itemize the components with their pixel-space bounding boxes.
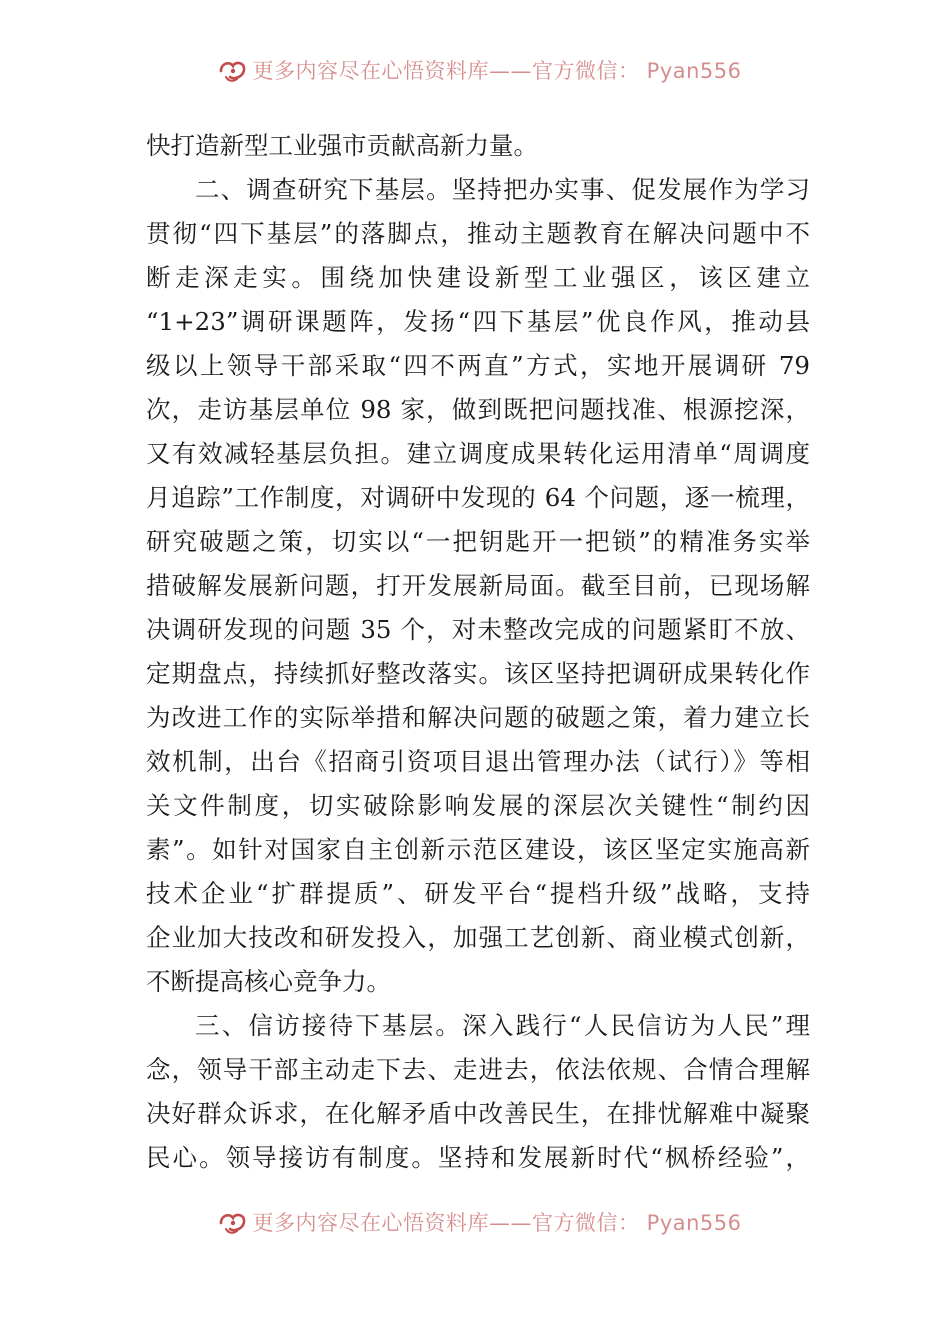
text-line: 贯彻“四下基层”的落脚点，推动主题教育在解决问题中不 — [146, 219, 810, 248]
text-line: 二、调查研究下基层。坚持把办实事、促发展作为学习 — [195, 175, 810, 204]
text-line: 研究破题之策，切实以“一把钥匙开一把锁”的精准务实举 — [146, 527, 810, 556]
text-line: 快打造新型工业强市贡献高新力量。 — [146, 131, 538, 160]
text-line: 月追踪”工作制度，对调研中发现的 64 个问题，逐一梳理， — [146, 483, 810, 512]
text-line: 又有效减轻基层负担。建立调度成果转化运用清单“周调度 — [146, 439, 810, 468]
text-line: 素”。如针对国家自主创新示范区建设，该区坚定实施高新 — [146, 835, 810, 864]
text-line: 次，走访基层单位 98 家，做到既把问题找准、根源挖深， — [146, 395, 810, 424]
text-line: 决调研发现的问题 35 个，对未整改完成的问题紧盯不放、 — [146, 615, 810, 644]
header-watermark-text: 更多内容尽在心悟资料库——官方微信： Pyan556 — [252, 59, 742, 83]
text-line: 决好群众诉求，在化解矛盾中改善民生，在排忧解难中凝聚 — [146, 1099, 810, 1128]
text-line: 念，领导干部主动走下去、走进去，依法依规、合情合理解 — [146, 1055, 810, 1084]
text-line: 效机制，出台《招商引资项目退出管理办法（试行）》等相 — [146, 747, 810, 776]
text-line: 民心。领导接访有制度。坚持和发展新时代“枫桥经验”， — [146, 1143, 810, 1172]
brand-logo-icon — [218, 1209, 248, 1235]
text-line: 三、信访接待下基层。深入践行“人民信访为人民”理 — [195, 1011, 810, 1040]
text-line: 技术企业“扩群提质”、研发平台“提档升级”战略，支持 — [146, 879, 810, 908]
text-line: 断走深走实。围绕加快建设新型工业强区，该区建立 — [146, 263, 810, 292]
text-line: 定期盘点，持续抓好整改落实。该区坚持把调研成果转化作 — [146, 659, 810, 688]
text-line: 级以上领导干部采取“四不两直”方式，实地开展调研 79 — [146, 351, 810, 380]
text-line: 为改进工作的实际举措和解决问题的破题之策，着力建立长 — [146, 703, 810, 732]
footer-watermark-text: 更多内容尽在心悟资料库——官方微信： Pyan556 — [252, 1211, 742, 1235]
header-watermark — [0, 52, 950, 88]
footer-watermark — [0, 1204, 950, 1240]
document-body — [146, 124, 810, 1180]
brand-logo-icon — [218, 57, 248, 83]
text-line: 关文件制度，切实破除影响发展的深层次关键性“制约因 — [146, 791, 810, 820]
text-line: 不断提高核心竞争力。 — [146, 967, 391, 996]
text-line: “1+23”调研课题阵，发扬“四下基层”优良作风，推动县 — [146, 307, 810, 336]
text-line: 企业加大技改和研发投入，加强工艺创新、商业模式创新， — [146, 923, 810, 952]
text-line: 措破解发展新问题，打开发展新局面。截至目前，已现场解 — [146, 571, 810, 600]
